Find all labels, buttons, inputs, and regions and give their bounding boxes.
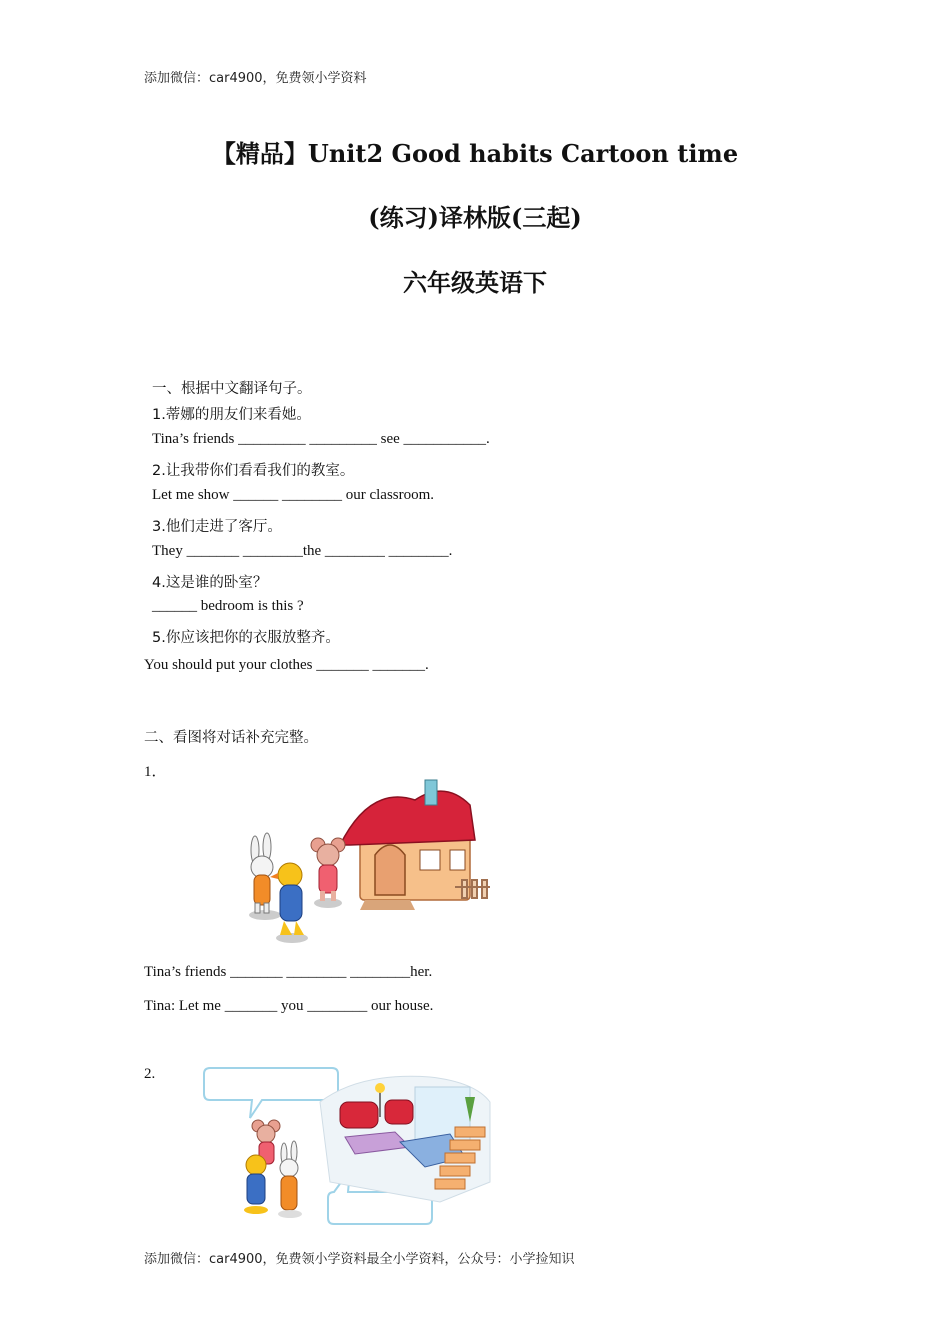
house-door	[375, 845, 405, 895]
q3-english: They _______ ________the ________ ________.	[152, 543, 453, 559]
q3-chinese: 3.他们走进了客厅。	[152, 519, 282, 535]
q2-chinese: 2.让我带你们看看我们的教室。	[152, 463, 355, 479]
rabbit-character-2	[278, 1141, 302, 1218]
s2-q1-line2: Tina: Let me _______ you ________ our house.	[144, 998, 434, 1014]
house-window	[420, 850, 440, 870]
page-footer: 添加微信：car4900，免费领小学资料最全小学资料，公众号：小学捡知识	[144, 1252, 575, 1267]
section1-heading: 一、根据中文翻译句子。	[152, 381, 312, 397]
q2-english: Let me show ______ ________ our classroom.	[152, 487, 435, 503]
page-title-line2: (练习)译林版(三起)	[368, 203, 582, 232]
red-armchair-2	[385, 1100, 413, 1124]
shadow-mouse	[314, 898, 342, 908]
s2-q1-number: 1．	[144, 764, 167, 780]
q4-chinese: 4.这是谁的卧室？	[152, 575, 268, 591]
rabbit-character	[251, 833, 273, 913]
page-header: 添加微信：car4900，免费领小学资料	[144, 71, 367, 86]
page-title-line3: 六年级英语下	[403, 268, 547, 297]
house-window-2	[450, 850, 465, 870]
q1-chinese: 1.蒂娜的朋友们来看她。	[152, 407, 311, 423]
s2-q2-number: 2.	[144, 1066, 156, 1082]
mouse-character	[311, 838, 345, 901]
q5-english: You should put your clothes _______ _______.	[144, 657, 429, 673]
s2-q1-line1: Tina’s friends _______ ________ ________her.	[144, 964, 433, 980]
house-roof	[340, 791, 475, 845]
page-title-line1: 【精品】Unit2 Good habits Cartoon time	[211, 139, 739, 168]
house-chimney	[425, 780, 437, 805]
q5-chinese: 5.你应该把你的衣服放整齐。	[152, 630, 340, 646]
red-armchair-1	[340, 1102, 378, 1128]
duck-character-2	[244, 1155, 268, 1214]
speech-bubble-top	[204, 1068, 338, 1118]
section2-heading: 二、看图将对话补充完整。	[144, 730, 318, 746]
duck-character	[270, 863, 304, 935]
cartoon-living-room-illustration	[200, 1062, 495, 1227]
lamp-flower	[375, 1083, 385, 1093]
q4-english: ______ bedroom is this ?	[152, 598, 304, 614]
cartoon-house-illustration	[240, 775, 495, 950]
q1-english: Tina’s friends _________ _________ see ___________.	[152, 431, 490, 447]
house-step	[360, 900, 415, 910]
